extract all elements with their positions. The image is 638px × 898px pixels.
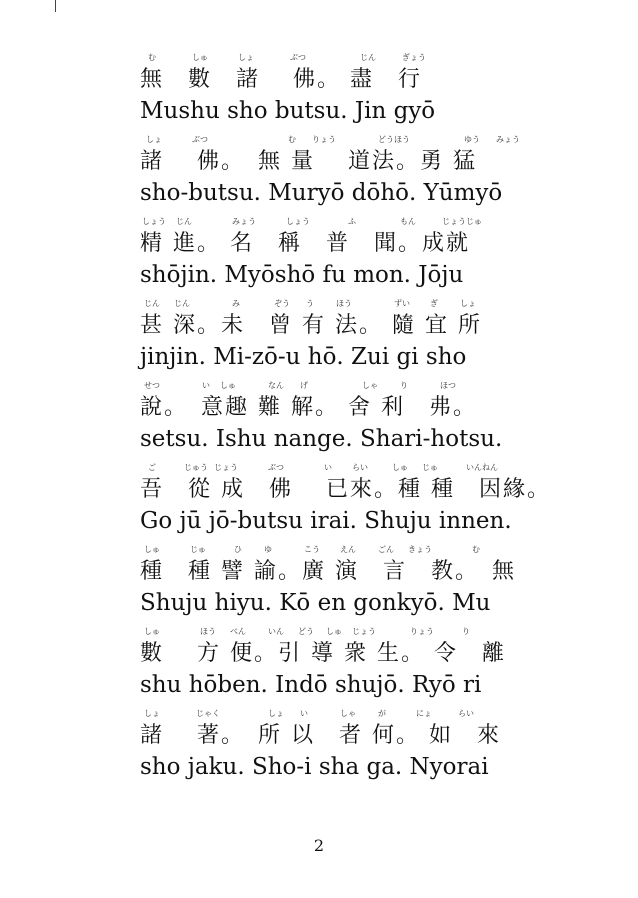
furigana: じゅ	[422, 463, 438, 472]
kanji-row: 種 種 譬 諭。廣 演 言 教。 無	[140, 559, 516, 584]
furigana: しゃ	[362, 381, 378, 390]
romaji-line: Shuju hiyu. Kō en gonkyō. Mu	[140, 590, 491, 616]
furigana: じょう	[352, 627, 376, 636]
furigana: しゅ	[192, 53, 208, 62]
furigana: む	[148, 53, 156, 62]
furigana: じん	[360, 53, 376, 62]
furigana: なん	[268, 381, 284, 390]
furigana: ふ	[348, 217, 356, 226]
furigana: み	[232, 299, 240, 308]
kanji-row: 諸 著。 所 以 者 何。 如 來	[140, 723, 501, 748]
verse-line	[140, 380, 580, 462]
verse-line	[140, 708, 580, 790]
romaji-line: Go jū jō-butsu irai. Shuju innen.	[140, 508, 512, 534]
verse-line	[140, 462, 580, 544]
kanji-row: 數 方 便。引 導 衆 生。 令 離	[140, 641, 506, 666]
furigana: ゆ	[264, 545, 272, 554]
furigana: もん	[400, 217, 416, 226]
furigana: ご	[148, 463, 156, 472]
furigana: い	[300, 709, 308, 718]
furigana: しょう	[286, 217, 310, 226]
furigana: いん	[268, 627, 284, 636]
furigana: い	[202, 381, 210, 390]
furigana: が	[378, 709, 386, 718]
furigana: じん	[176, 217, 192, 226]
furigana: じゃく	[196, 709, 220, 718]
furigana: ほう	[200, 627, 216, 636]
furigana: しゅ	[144, 545, 160, 554]
furigana: ずい	[394, 299, 410, 308]
furigana: にょ	[416, 709, 432, 718]
furigana: む	[288, 135, 296, 144]
furigana: しょう	[142, 217, 166, 226]
furigana: しゅ	[144, 627, 160, 636]
furigana: ひ	[234, 545, 242, 554]
verse-line	[140, 626, 580, 708]
romaji-line: sho-butsu. Muryō dōhō. Yūmyō	[140, 180, 503, 206]
verse-line	[140, 298, 580, 380]
furigana: しょ	[238, 53, 254, 62]
furigana: どうほう	[378, 135, 410, 144]
kanji-row: 說。 意趣 難 解。 舍 利 弗。	[140, 395, 477, 420]
furigana: きょう	[408, 545, 432, 554]
furigana: ゆう	[464, 135, 480, 144]
furigana: じん	[144, 299, 160, 308]
furigana: しょ	[144, 709, 160, 718]
romaji-line: jinjin. Mi-zō-u hō. Zui gi sho	[140, 344, 467, 370]
furigana: らい	[458, 709, 474, 718]
furigana: り	[400, 381, 408, 390]
romaji-line: sho jaku. Sho-i sha ga. Nyorai	[140, 754, 489, 780]
furigana: りょう	[312, 135, 336, 144]
furigana: い	[324, 463, 332, 472]
scan-edge-mark	[55, 0, 56, 12]
furigana: えん	[340, 545, 356, 554]
romaji-line: shu hōben. Indō shujō. Ryō ri	[140, 672, 482, 698]
furigana: らい	[352, 463, 368, 472]
kanji-row: 甚 深。未 曾 有 法。 隨 宜 所	[140, 313, 482, 338]
furigana: どう	[298, 627, 314, 636]
page-number: 2	[313, 836, 325, 855]
furigana: ぶつ	[192, 135, 208, 144]
furigana: む	[472, 545, 480, 554]
furigana: べん	[230, 627, 246, 636]
furigana: しゅ	[326, 627, 342, 636]
furigana: う	[306, 299, 314, 308]
furigana: ぎ	[430, 299, 438, 308]
verse-line	[140, 52, 580, 134]
furigana: しょ	[460, 299, 476, 308]
furigana: げ	[300, 381, 308, 390]
romaji-line: shōjin. Myōshō fu mon. Jōju	[140, 262, 464, 288]
romaji-line: Mushu sho butsu. Jin gyō	[140, 98, 436, 124]
furigana: いんねん	[466, 463, 498, 472]
furigana: しゅ	[392, 463, 408, 472]
furigana: せつ	[144, 381, 160, 390]
furigana: じょうじゅ	[442, 217, 482, 226]
furigana: じょう	[214, 463, 238, 472]
furigana: みょう	[232, 217, 256, 226]
furigana: り	[462, 627, 470, 636]
furigana: ぶつ	[290, 53, 306, 62]
kanji-row: 吾 從 成 佛 已來。種 種 因緣。	[140, 477, 551, 502]
sutra-page	[140, 52, 580, 790]
furigana: しゅ	[220, 381, 236, 390]
furigana: こう	[304, 545, 320, 554]
furigana: ぎょう	[402, 53, 426, 62]
furigana: じゅう	[184, 463, 208, 472]
verse-line	[140, 134, 580, 216]
furigana: しょ	[268, 709, 284, 718]
furigana: じゅ	[190, 545, 206, 554]
furigana: ぞう	[274, 299, 290, 308]
kanji-row: 無 數 諸 佛。 盡 行	[140, 67, 422, 92]
furigana: りょう	[410, 627, 434, 636]
kanji-row: 諸 佛。 無 量 道法。勇 猛	[140, 149, 477, 174]
verse-line	[140, 216, 580, 298]
furigana: みょう	[496, 135, 520, 144]
furigana: ほう	[336, 299, 352, 308]
verse-line	[140, 544, 580, 626]
furigana: しょ	[146, 135, 162, 144]
furigana: じん	[174, 299, 190, 308]
kanji-row: 精 進。 名 稱 普 聞。成就	[140, 231, 470, 256]
furigana: ほつ	[440, 381, 456, 390]
furigana: ごん	[378, 545, 394, 554]
romaji-line: setsu. Ishu nange. Shari-hotsu.	[140, 426, 503, 452]
furigana: しゃ	[340, 709, 356, 718]
furigana: ぶつ	[268, 463, 284, 472]
